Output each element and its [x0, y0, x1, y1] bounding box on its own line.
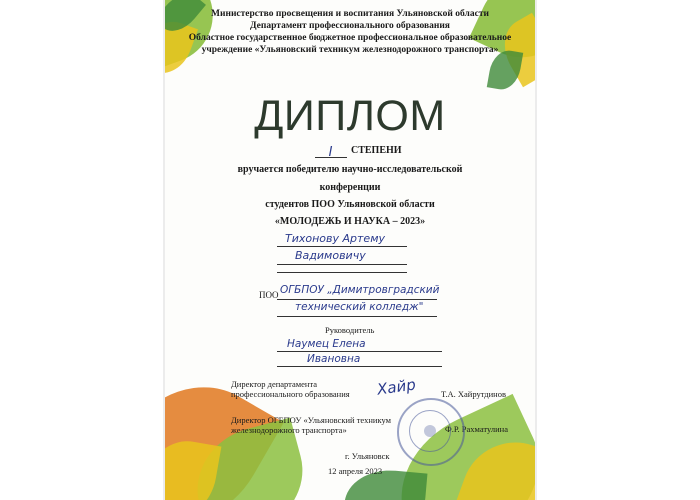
footer-city: г. Ульяновск: [345, 451, 390, 461]
recipient-name-line1: Тихонову Артему: [285, 232, 386, 245]
header-department: Департамент профессионального образования: [250, 21, 450, 31]
award-text-line3: студентов ПОО Ульяновской области: [265, 199, 435, 210]
page-title: ДИПЛОМ: [254, 92, 446, 140]
dept-director-name: Т.А. Хайрутдинов: [441, 389, 506, 399]
recipient-underline-2: [277, 264, 407, 265]
institution-prefix: ПОО: [259, 290, 279, 300]
school-director-name: Ф.Р. Рахматулина: [445, 424, 508, 434]
header-ministry: Министерство просвещения и воспитания Ульяновской области: [211, 9, 489, 19]
header-institution-line1: Областное государственное бюджетное профессиональное образовательное: [188, 33, 512, 43]
supervisor-name-line1: Наумец Елена: [287, 338, 366, 350]
header-institution-line2: учреждение «Ульяновский техникум железнодорожного транспорта»: [201, 45, 499, 55]
degree-underline: [315, 157, 347, 158]
award-text-line2: конференции: [319, 182, 381, 193]
institution-value-line1: ОГБПОУ „Димитровградский: [280, 284, 440, 296]
degree-field: [313, 143, 348, 161]
footer-date: 12 апреля 2023: [328, 466, 383, 476]
institution-underline-1: [277, 299, 437, 300]
institution-underline-2: [277, 316, 437, 317]
supervisor-label: Руководитель: [325, 325, 375, 335]
recipient-underline-3: [277, 272, 407, 273]
recipient-name-line2: Вадимовичу: [295, 249, 366, 262]
supervisor-underline-1: [277, 351, 442, 352]
recipient-underline-1: [277, 246, 407, 247]
supervisor-underline-2: [277, 366, 442, 367]
degree-value: I: [328, 145, 333, 160]
diploma-sheet: [165, 0, 535, 500]
school-director-title-line1: Директор ОГБПОУ «Ульяновский техникум: [231, 415, 391, 425]
award-text-line1: вручается победителю научно-исследовательской: [237, 164, 463, 175]
official-stamp: [397, 398, 465, 466]
degree-label: СТЕПЕНИ: [351, 145, 402, 156]
school-director-title-line2: железнодорожного транспорта»: [231, 425, 347, 435]
supervisor-name-line2: Ивановна: [307, 353, 361, 365]
dept-director-signature: Хайр: [375, 375, 417, 399]
institution-value-line2: технический колледж": [295, 301, 424, 313]
dept-director-title-line2: профессионального образования: [231, 389, 350, 399]
event-name: «МОЛОДЕЖЬ И НАУКА – 2023»: [274, 216, 426, 227]
dept-director-title-line1: Директор департамента: [231, 379, 318, 389]
